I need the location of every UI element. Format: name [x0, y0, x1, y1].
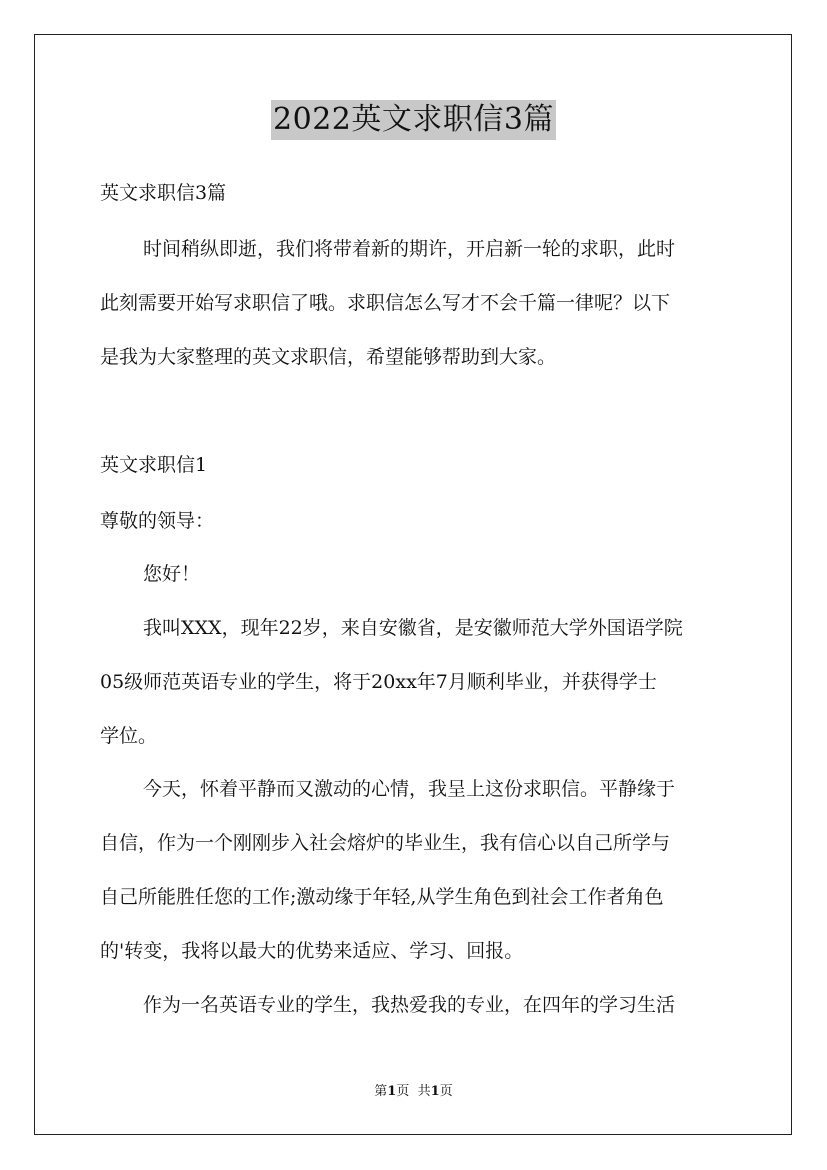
para1-line-3: 学位。	[100, 725, 158, 747]
title-container	[0, 100, 827, 140]
para1-line-2: 05级师范英语专业的学生，将于20xx年7月顺利毕业，并获得学士	[100, 671, 657, 693]
salutation: 尊敬的领导：	[100, 510, 215, 532]
para2-line-4: 的'转变，我将以最大的优势来适应、学习、回报。	[100, 940, 524, 962]
intro-line-3: 是我为大家整理的英文求职信，希望能够帮助到大家。	[100, 346, 557, 368]
para3-line-1: 作为一名英语专业的学生，我热爱我的专业，在四年的学习生活	[143, 994, 676, 1016]
para1-line-1: 我叫XXX，现年22岁，来自安徽省，是安徽师范大学外国语学院	[143, 617, 683, 639]
intro-line-1: 时间稍纵即逝，我们将带着新的期许，开启新一轮的求职，此时	[143, 238, 676, 260]
para2-line-1: 今天，怀着平静而又激动的心情，我呈上这份求职信。平静缘于	[143, 778, 676, 800]
subtitle: 英文求职信3篇	[100, 182, 227, 204]
footer-page-suffix: 页	[396, 1084, 410, 1099]
section-heading: 英文求职信1	[100, 454, 208, 476]
page-footer	[0, 1083, 827, 1101]
footer-page-prefix: 第	[374, 1084, 388, 1099]
para2-line-3: 自己所能胜任您的工作;激动缘于年轻,从学生角色到社会工作者角色	[100, 886, 664, 908]
document-title: 2022英文求职信3篇	[271, 100, 556, 140]
footer-total-prefix: 共	[417, 1084, 431, 1099]
footer-page-number: 1	[387, 1084, 397, 1099]
footer-total-number: 1	[430, 1084, 440, 1099]
intro-line-2: 此刻需要开始写求职信了哦。求职信怎么写才不会千篇一律呢？以下	[100, 292, 671, 314]
footer-total-suffix: 页	[439, 1084, 453, 1099]
greeting: 您好！	[143, 563, 201, 585]
para2-line-2: 自信，作为一个刚刚步入社会熔炉的毕业生，我有信心以自己所学与	[100, 832, 671, 854]
